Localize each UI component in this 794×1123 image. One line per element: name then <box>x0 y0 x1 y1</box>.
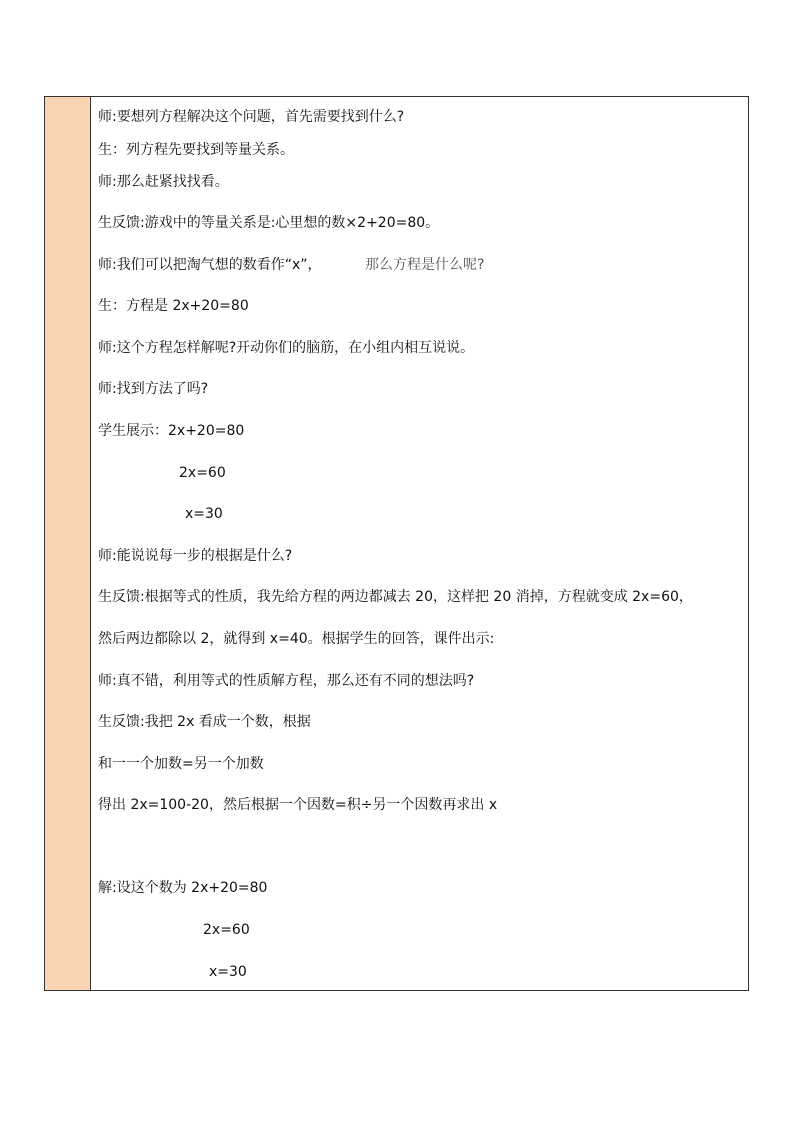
text-line: 师:那么赶紧找找看。 <box>98 174 229 190</box>
text-line: 那么方程是什么呢? <box>365 257 485 273</box>
text-line: 生反馈:游戏中的等量关系是:心里想的数×2+20=80。 <box>98 215 440 231</box>
text-line: 得出 2x=100-20，然后根据一个因数=积÷另一个因数再求出 x <box>98 797 498 813</box>
text-line: 师:我们可以把淘气想的数看作“x”， <box>98 257 322 273</box>
text-line: 师:真不错，利用等式的性质解方程，那么还有不同的想法吗? <box>98 673 475 689</box>
equation-step: 2x=60 <box>179 465 226 481</box>
equation-step: x=30 <box>209 964 247 980</box>
text-line: 和一一个加数=另一个加数 <box>98 756 264 772</box>
text-line: 生：列方程先要找到等量关系。 <box>98 142 294 158</box>
text-line: 师:能说说每一步的根据是什么? <box>98 548 293 564</box>
text-line: 然后两边都除以 2，就得到 x=40。根据学生的回答，课件出示: <box>98 631 495 647</box>
text-line: 学生展示：2x+20=80 <box>98 423 245 439</box>
text-line: 解:设这个数为 2x+20=80 <box>98 880 268 896</box>
text-line: 师:这个方程怎样解呢?开动你们的脑筋，在小组内相互说说。 <box>98 340 475 356</box>
equation-step: 2x=60 <box>203 922 250 938</box>
text-line: 师:找到方法了吗? <box>98 381 209 397</box>
left-shaded-cell <box>45 97 91 990</box>
text-line: 生反馈:我把 2x 看成一个数，根据 <box>98 714 311 730</box>
text-line: 师:要想列方程解决这个问题，首先需要找到什么? <box>98 109 405 125</box>
equation-step: x=30 <box>185 506 223 522</box>
lesson-table <box>44 96 749 991</box>
text-line: 生：方程是 2x+20=80 <box>98 298 249 314</box>
text-line: 生反馈:根据等式的性质，我先给方程的两边都减去 20，这样把 20 消掉，方程就变成 2x=60， <box>98 589 693 605</box>
lesson-content-cell <box>91 97 748 990</box>
